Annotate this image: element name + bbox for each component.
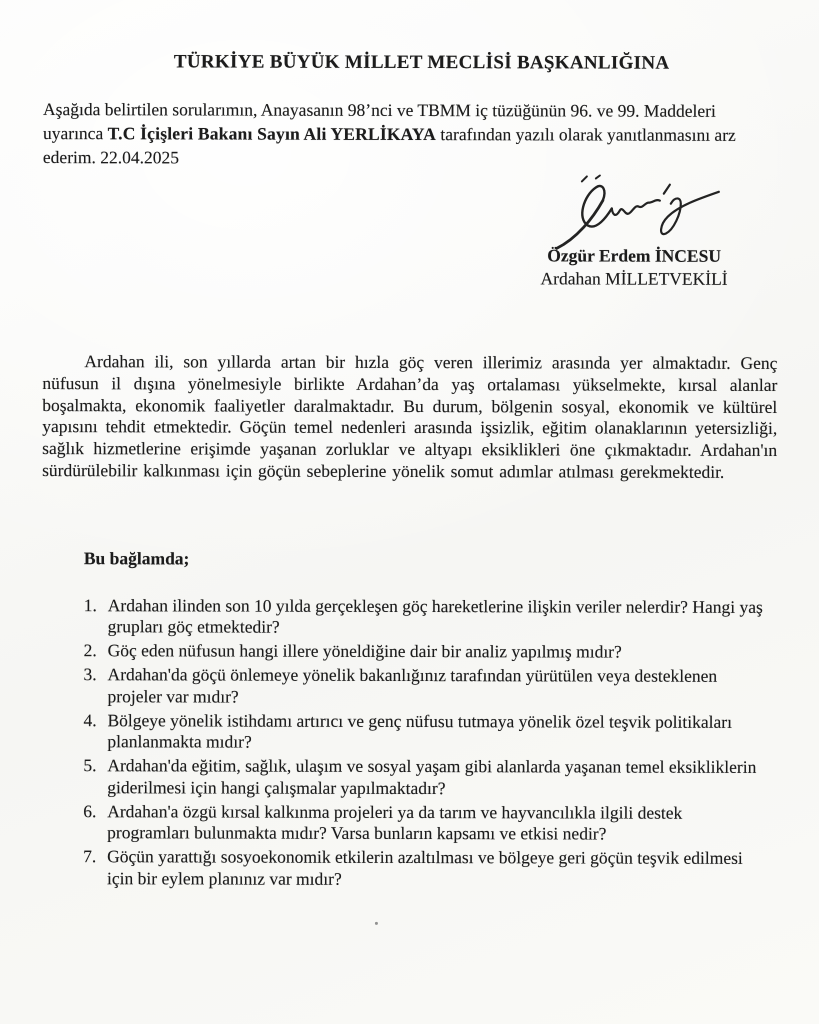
body-paragraph: Ardahan ili, son yıllarda artan bir hızla göç veren illerimiz arasında yer almaktadır. Genç nüfusun il dışına yönelmesiyle birlikte Ardahan’da yaş ortalaması yükselmekte, kırsal alanlar boşalmakta, ekonomik faaliyetler daralmaktadır. Bu durum, bölgenin sosyal, ekonomik ve kültürel yapısını tehdit etmektedir. Göçün temel nedenleri arasında işsizlik, eğitim olanaklarının yetersizliği, sağlık hizmetlerine erişimde yaşanan zorluklar ve altyapı eksiklikleri öne çıkmaktadır. Ardahan'ın sürdürülebilir kalkınması için göçün sebeplerine yönelik somut adımlar atılması gerekmektedir. (42, 351, 778, 482)
question-item (84, 640, 770, 663)
question-item (84, 595, 770, 640)
question-text: Ardahan'da göçü önlemeye yönelik bakanlığınız tarafından yürütülen veya desteklenen projeler var mıdır? (107, 664, 718, 707)
questions-list (83, 595, 770, 891)
question-text: Ardahan'a özgü kırsal kalkınma projeleri ya da tarım ve hayvancılıkla ilgili destek programları bulunmakta mıdır? Varsa bunların kapsamı ve etkisi nedir? (107, 800, 683, 844)
question-item (83, 846, 769, 891)
signature-scribble (551, 172, 726, 254)
question-number: 5. (83, 755, 97, 776)
question-text: Göçün yarattığı sosyoekonomik etkilerin azaltılması ve bölgeye geri göçün teşvik edilmesi için bir eylem planınız var mıdır? (107, 846, 743, 889)
signatory-title: Ardahan MİLLETVEKİLİ (540, 268, 728, 289)
question-text: Ardahan'da eğitim, sağlık, ulaşım ve sosyal yaşam gibi alanlarda yaşanan temel eksikliklerin giderilmesi için hangi çalışmalar yapılmaktadır? (107, 755, 757, 798)
question-number: 7. (83, 846, 97, 867)
question-item (83, 710, 769, 755)
section-heading: Bu bağlamda; (83, 547, 190, 569)
intro-text-before: Aşağıda belirtilen sorularımın, Anayasanın 98’nci ve TBMM iç tüzüğünün 96. ve 99. Maddeleri uyarınca (42, 99, 716, 144)
question-number: 6. (83, 800, 97, 821)
question-item (83, 664, 769, 709)
question-item (83, 755, 769, 800)
signatory-name: Özgür Erdem İNCESU (547, 245, 722, 266)
scan-speck (375, 922, 378, 925)
question-text: Ardahan ilinden son 10 yılda gerçekleşen göç hareketlerine ilişkin veriler nelerdir? Hangi yaş grupları göç etmektedir? (107, 594, 763, 637)
question-text: Bölgeye yönelik istihdamı artırıcı ve genç nüfusu tutmaya yönelik özel teşvik politikaları planlanmakta mıdır? (107, 709, 732, 752)
minister-name: T.C İçişleri Bakanı Sayın Ali YERLİKAYA (107, 123, 437, 145)
question-number: 3. (83, 664, 97, 685)
question-item (83, 801, 769, 846)
signature-block (540, 172, 727, 290)
question-number: 2. (83, 640, 97, 661)
intro-paragraph (43, 97, 743, 171)
question-number: 1. (83, 594, 97, 615)
question-number: 4. (83, 709, 97, 730)
intro-text-after: tarafından yazılı olarak yanıtlanmasını arz ederim. (42, 124, 736, 168)
question-text: Göç eden nüfusun hangi illere yöneldiğine dair bir analiz yapılmış mıdır? (107, 640, 622, 662)
document-title: TÜRKİYE BÜYÜK MİLLET MECLİSİ BAŞKANLIĞINA (173, 51, 670, 74)
document-date: 22.04.2025 (100, 147, 180, 168)
